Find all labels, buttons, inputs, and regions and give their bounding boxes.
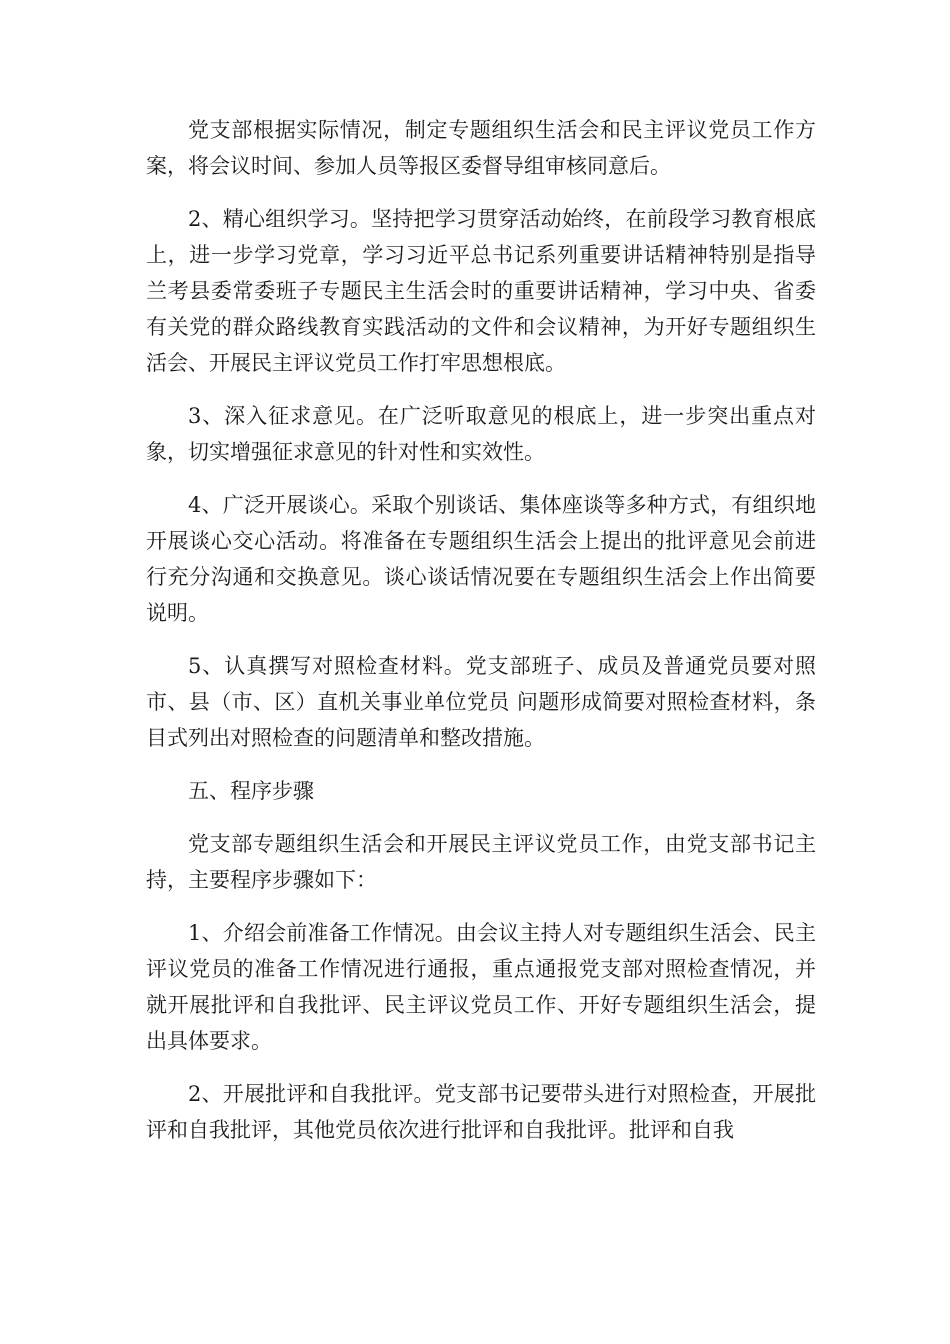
paragraph-step-1-preparation: 1、介绍会前准备工作情况。由会议主持人对专题组织生活会、民主评议党员的准备工作情况进行通报，重点通报党支部对照检查情况，并就开展批评和自我批评、民主评议党员工作、开好专题组织生活会，提出具体要求。 [146,921,816,1053]
paragraph-organize-study: 2、精心组织学习。坚持把学习贯穿活动始终，在前段学习教育根底上，进一步学习党章，学习习近平总书记系列重要讲话精神特别是指导兰考县委常委班子专题民主生活会时的重要讲话精神，学习中央、省委有关党的群众路线教育实践活动的文件和会议精神，为开好专题组织生活会、开展民主评议党员工作打牢思想根底。 [146,207,816,375]
paragraph-plan-approval: 党支部根据实际情况，制定专题组织生活会和民主评议党员工作方案，将会议时间、参加人员等报区委督导组审核同意后。 [146,118,816,178]
document-body [146,112,816,1165]
paragraph-heart-to-heart-talks: 4、广泛开展谈心。采取个别谈话、集体座谈等多种方式，有组织地开展谈心交心活动。将准备在专题组织生活会上提出的批评意见会前进行充分沟通和交换意见。谈心谈话情况要在专题组织生活会上作出简要说明。 [146,493,816,625]
section-heading-procedure: 五、程序步骤 [188,779,314,803]
paragraph-step-2-criticism: 2、开展批评和自我批评。党支部书记要带头进行对照检查，开展批评和自我批评，其他党员依次进行批评和自我批评。批评和自我 [146,1082,816,1142]
paragraph-self-review-materials: 5、认真撰写对照检查材料。党支部班子、成员及普通党员要对照市、县（市、区）直机关事业单位党员 问题形成简要对照检查材料，条目式列出对照检查的问题清单和整改措施。 [146,654,816,750]
paragraph-solicit-opinions: 3、深入征求意见。在广泛听取意见的根底上，进一步突出重点对象，切实增强征求意见的针对性和实效性。 [146,404,816,464]
paragraph-procedure-intro: 党支部专题组织生活会和开展民主评议党员工作，由党支部书记主持，主要程序步骤如下： [146,832,816,892]
